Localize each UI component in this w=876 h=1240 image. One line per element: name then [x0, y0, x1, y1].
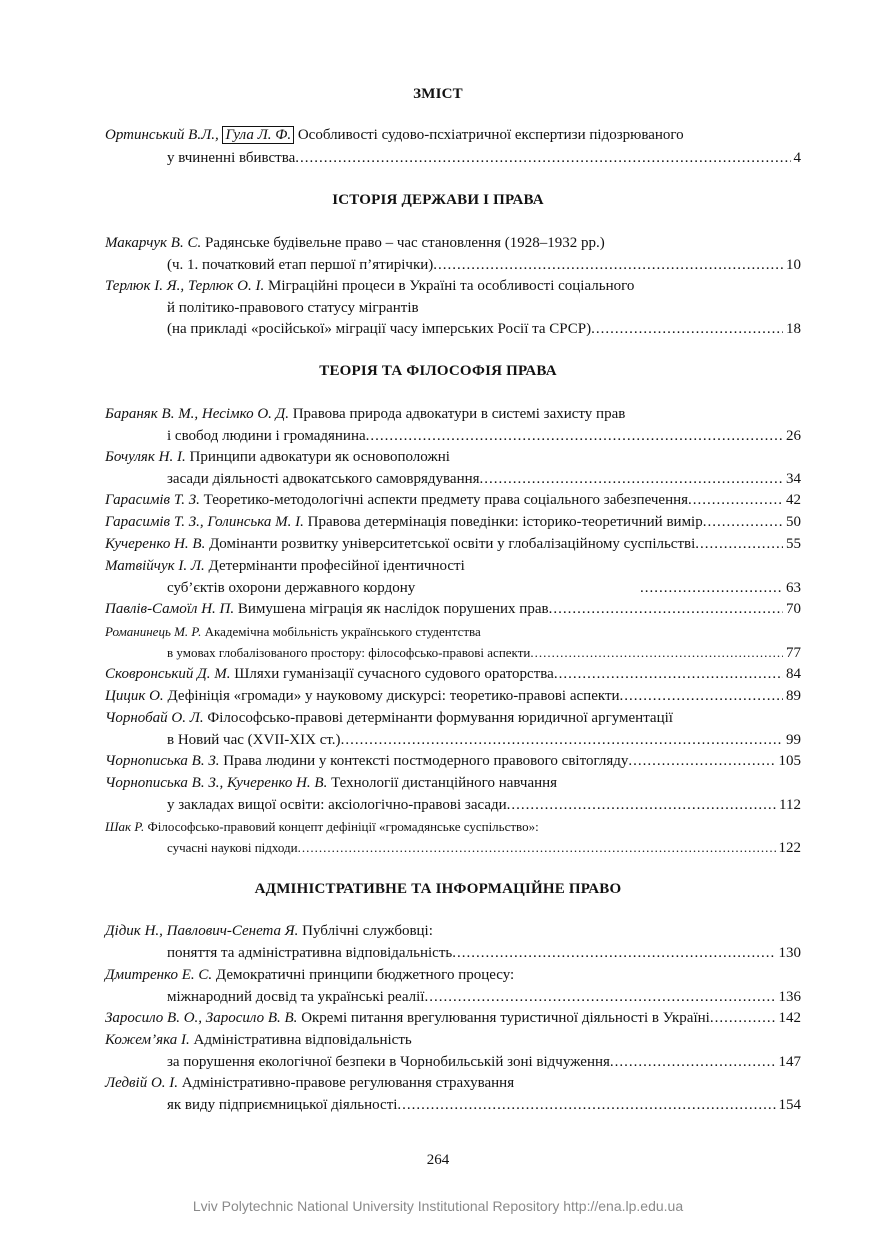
toc-page-number: 42: [786, 492, 801, 508]
toc-page-number: 26: [786, 428, 801, 444]
toc-entry: [105, 491, 801, 509]
toc-author: Кучеренко Н. В.: [105, 536, 206, 552]
toc-entry: [105, 234, 605, 252]
toc-leader: [703, 513, 783, 531]
toc-leader: [620, 687, 783, 705]
toc-entry: [105, 557, 465, 575]
section-heading-admin: АДМІНІСТРАТИВНЕ ТА ІНФОРМАЦІЙНЕ ПРАВО: [254, 881, 622, 897]
toc-page-number: 34: [786, 471, 801, 487]
toc-author: Матвійчук І. Л.: [105, 558, 205, 574]
toc-title: в Новий час (XVII-XIX ст.): [167, 732, 341, 748]
toc-entry-continuation: [167, 256, 801, 274]
toc-author: Гарасимів Т. З., Голинська М. І.: [105, 514, 304, 530]
toc-entry-continuation: [167, 320, 801, 338]
toc-entry: [105, 1031, 412, 1049]
toc-title: (на прикладі «російської» міграції часу імперських Росії та СРСР): [167, 321, 592, 337]
toc-author: Цицик О.: [105, 688, 164, 704]
section-heading-theory: ТЕОРІЯ ТА ФІЛОСОФІЯ ПРАВА: [319, 363, 557, 379]
toc-author: Шак Р.: [105, 819, 145, 834]
toc-entry: [105, 405, 625, 423]
toc-entry: [105, 774, 557, 792]
toc-entry: [105, 448, 450, 466]
toc-title: Радянське будівельне право – час становлення (1928–1932 рр.): [204, 235, 605, 251]
toc-title: Права людини у контексті постмодерного правового світогляду: [223, 753, 629, 769]
toc-title: Технології дистанційного навчання: [331, 775, 558, 791]
toc-title: поняття та адміністративна відповідальність: [167, 945, 453, 961]
toc-page-number: 18: [786, 321, 801, 337]
toc-title: міжнародний досвід та українські реалії: [167, 989, 425, 1005]
toc-page-number: 10: [786, 257, 801, 273]
toc-author: Чорнобай О. Л.: [105, 710, 204, 726]
toc-title: у закладах вищої освіти: аксіологічно-правові засади: [167, 797, 507, 813]
toc-page-number: 70: [786, 601, 801, 617]
toc-author: Чорнописька В. З., Кучеренко Н. В.: [105, 775, 328, 791]
toc-title: Домінанти розвитку університетської освіти у глобалізаційному суспільстві: [209, 536, 696, 552]
toc-title: Адміністративно-правове регулювання страхування: [181, 1075, 515, 1091]
toc-leader: [628, 752, 775, 770]
toc-entry-continuation: й політико-правового статусу мігрантів: [167, 300, 419, 316]
toc-title: і свобод людини і громадянина: [167, 428, 366, 444]
toc-title: Адміністративна відповідальність: [193, 1032, 412, 1048]
toc-page-number: 136: [778, 989, 801, 1005]
toc-page-number: 130: [778, 945, 801, 961]
toc-title: Особливості судово-псхіатричної експертизи підозрюваного: [297, 127, 684, 143]
toc-entry: [105, 687, 801, 705]
toc-author: Дмитренко Е. С.: [105, 967, 213, 983]
toc-page-number: 122: [778, 840, 801, 856]
toc-leader: [688, 491, 783, 509]
toc-page-number: 77: [786, 645, 801, 661]
toc-author: Ортинський В.Л.,: [105, 127, 219, 143]
toc-leader: [640, 579, 783, 597]
toc-title: в умовах глобалізованого простору: філософсько-правові аспекти: [167, 645, 531, 660]
toc-leader-line: [640, 579, 801, 597]
toc-page-number: 154: [778, 1097, 801, 1113]
toc-leader: [507, 796, 776, 814]
toc-entry-continuation: [167, 1096, 801, 1114]
toc-title: Правова детермінація поведінки: історико-теоретичний вимір: [307, 514, 703, 530]
toc-entry-continuation: [167, 470, 801, 488]
toc-entry-intro-line1: [105, 126, 684, 144]
toc-leader: [295, 149, 790, 167]
toc-leader: [695, 535, 783, 553]
toc-leader: [710, 1009, 776, 1027]
toc-title: у вчиненні вбивства: [167, 150, 296, 166]
toc-page-number: 142: [778, 1010, 801, 1026]
toc-title: засади діяльності адвокатського самоврядування: [167, 471, 480, 487]
toc-entry: [105, 752, 801, 770]
toc-author: Дідик Н., Павлович-Сенета Я.: [105, 923, 299, 939]
toc-entry-continuation: [167, 796, 801, 814]
toc-author: Бочуляк Н. І.: [105, 449, 186, 465]
toc-author: Макарчук В. С.: [105, 235, 202, 251]
toc-author: Романинець М. Р.: [105, 624, 202, 639]
toc-title: Принципи адвокатури як основоположні: [189, 449, 450, 465]
toc-title: Вимушена міграція як наслідок порушених прав: [237, 601, 549, 617]
toc-leader: [530, 644, 783, 662]
toc-title: Публічні службовці:: [302, 923, 433, 939]
toc-entry: [105, 1074, 514, 1092]
toc-page-number: 50: [786, 514, 801, 530]
toc-page-number: 147: [778, 1054, 801, 1070]
toc-leader: [424, 988, 775, 1006]
repository-footer: Lviv Polytechnic National University Institutional Repository http://ena.lp.edu.ua: [192, 1198, 684, 1214]
toc-leader: [549, 600, 783, 618]
toc-entry: [105, 665, 801, 683]
toc-entry: [105, 535, 801, 553]
toc-title: сучасні наукові підходи: [167, 840, 298, 855]
toc-entry-continuation: [167, 427, 801, 445]
toc-entry-continuation: [167, 644, 801, 662]
toc-author: Терлюк І. Я., Терлюк О. І.: [105, 278, 265, 294]
toc-leader: [591, 320, 783, 338]
toc-leader: [480, 470, 783, 488]
toc-leader: [341, 731, 783, 749]
toc-page-number: 84: [786, 666, 801, 682]
toc-title: Міграційні процеси в Україні та особливості соціального: [267, 278, 635, 294]
toc-entry: [105, 513, 801, 531]
toc-author-highlighted: Гула Л. Ф.: [222, 126, 294, 144]
toc-leader: [452, 944, 775, 962]
toc-leader: [610, 1053, 776, 1071]
toc-title: Академічна мобільність українського студентства: [204, 624, 481, 639]
toc-entry: [105, 966, 514, 984]
toc-title: за порушення екологічної безпеки в Чорнобильській зоні відчуження: [167, 1054, 610, 1070]
toc-author: Бараняк В. М., Несімко О. Д.: [105, 406, 289, 422]
toc-entry: [105, 277, 634, 295]
toc-entry: [105, 818, 539, 836]
toc-leader: [298, 839, 776, 857]
toc-page-number: 63: [786, 580, 801, 596]
toc-page-number: 55: [786, 536, 801, 552]
toc-leader: [433, 256, 783, 274]
toc-entry: [105, 600, 801, 618]
toc-author: Заросило В. О., Заросило В. В.: [105, 1010, 298, 1026]
toc-page-number: 89: [786, 688, 801, 704]
toc-title: Правова природа адвокатури в системі захисту прав: [292, 406, 626, 422]
toc-entry: [105, 623, 481, 641]
toc-entry-continuation: [167, 944, 801, 962]
section-heading-history: ІСТОРІЯ ДЕРЖАВИ І ПРАВА: [332, 192, 544, 208]
toc-title: Демократичні принципи бюджетного процесу:: [215, 967, 515, 983]
toc-leader: [366, 427, 783, 445]
toc-page-number: 99: [786, 732, 801, 748]
toc-entry-continuation: [167, 839, 801, 857]
toc-title: Дефініція «громади» у науковому дискурсі: теоретико-правові аспекти: [167, 688, 620, 704]
toc-author: Чорнописька В. З.: [105, 753, 220, 769]
page-number: 264: [426, 1152, 450, 1168]
toc-title: Окремі питання врегулювання туристичної діяльності в Україні: [301, 1010, 710, 1026]
toc-title: Детермінанти професійної ідентичності: [208, 558, 465, 574]
page-title: ЗМІСТ: [413, 86, 463, 102]
toc-title: Філософсько-правові детермінанти формування юридичної аргументації: [207, 710, 673, 726]
toc-title: Шляхи гуманізації сучасного судового ораторства: [234, 666, 554, 682]
toc-page-number: 105: [778, 753, 801, 769]
toc-page-number: 112: [779, 797, 801, 813]
toc-author: Кожем’яка І.: [105, 1032, 190, 1048]
toc-author: Гарасимів Т. З.: [105, 492, 200, 508]
toc-entry-continuation: [167, 1053, 801, 1071]
toc-leader: [397, 1096, 775, 1114]
toc-entry: [105, 1009, 801, 1027]
toc-entry-continuation: суб’єктів охорони державного кордону: [167, 580, 416, 596]
toc-title: як виду підприємницької діяльності: [167, 1097, 398, 1113]
toc-author: Павлів-Самоїл Н. П.: [105, 601, 235, 617]
toc-entry: [105, 922, 433, 940]
toc-entry-continuation: [167, 731, 801, 749]
toc-leader: [554, 665, 783, 683]
toc-entry-continuation: [167, 988, 801, 1006]
toc-title: Теоретико-методологічні аспекти предмету права соціального забезпечення: [203, 492, 689, 508]
toc-page-number: 4: [793, 150, 801, 166]
toc-title: Філософсько-правовий концепт дефініції «громадянське суспільство»:: [147, 819, 539, 834]
toc-entry: [105, 709, 673, 727]
toc-title: (ч. 1. початковий етап першої п’ятирічки): [167, 257, 434, 273]
toc-author: Ледвій О. І.: [105, 1075, 179, 1091]
toc-entry-intro-line2: [167, 149, 801, 167]
toc-author: Сковронський Д. М.: [105, 666, 231, 682]
